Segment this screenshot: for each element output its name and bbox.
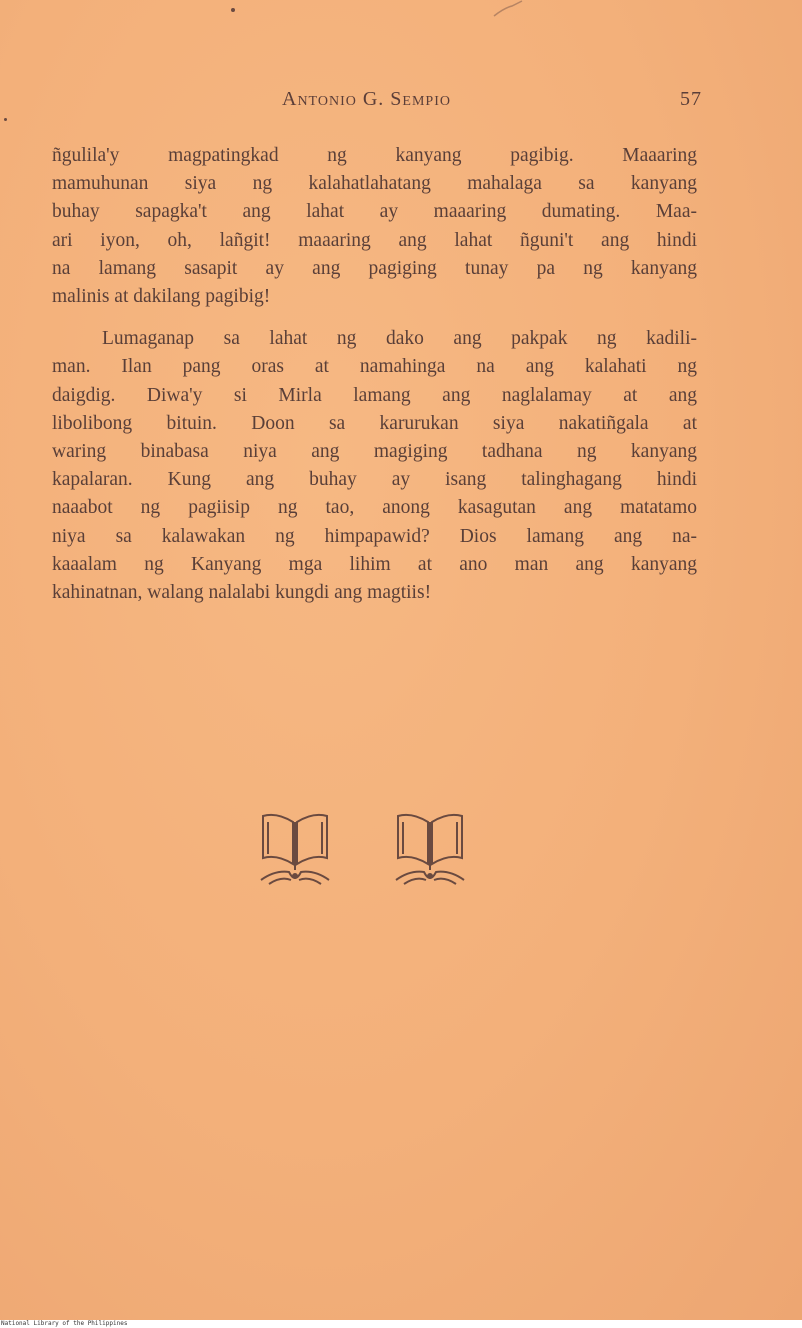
text-line: malinis at dakilang pagibig! xyxy=(52,286,271,308)
text-line: kaaalam ng Kanyang mga lihim at ano man ang kanyang xyxy=(52,553,697,575)
text-line: mamuhunan siya ng kalahatlahatang mahalaga sa kanyang xyxy=(52,173,697,195)
end-ornaments xyxy=(255,810,485,900)
library-credit: National Library of the Philippines xyxy=(1,1320,128,1327)
text-line: na lamang sasapit ay ang pagiging tunay pa ng kanyang xyxy=(52,257,697,279)
text-line: ñgulila'y magpatingkad ng kanyang pagibig. Maaaring xyxy=(52,145,697,166)
paragraph-2 xyxy=(52,325,697,607)
ink-speck xyxy=(231,8,235,12)
body-text xyxy=(52,142,697,607)
text-line: kahinatnan, walang nalalabi kungdi ang magtiis! xyxy=(52,582,432,604)
text-line: Lumaganap sa lahat ng dako ang pakpak ng kadili- xyxy=(102,328,697,350)
open-book-ornament-icon xyxy=(390,810,470,895)
running-header-author: Antonio G. Sempio xyxy=(282,88,451,110)
ink-speck xyxy=(4,118,7,121)
text-line: ari iyon, oh, lañgit! maaaring ang lahat ñguni't ang hindi xyxy=(52,229,697,251)
text-line: libolibong bituin. Doon sa karurukan siya nakatiñgala at xyxy=(52,412,697,434)
scan-footer xyxy=(0,1320,802,1328)
text-line: kapalaran. Kung ang buhay ay isang talinghagang hindi xyxy=(52,469,697,491)
text-line: niya sa kalawakan ng himpapawid? Dios lamang ang na- xyxy=(52,525,697,547)
page-number: 57 xyxy=(680,88,702,110)
text-line: waring binabasa niya ang magiging tadhana ng kanyang xyxy=(52,441,697,463)
paragraph-1 xyxy=(52,142,697,311)
text-line: naaabot ng pagiisip ng tao, anong kasagutan ang matatamo xyxy=(52,497,697,519)
page-smudge-mark xyxy=(488,0,528,20)
running-header xyxy=(282,88,702,116)
text-line: buhay sapagka't ang lahat ay maaaring dumating. Maa- xyxy=(52,201,697,223)
text-line: daigdig. Diwa'y si Mirla lamang ang naglalamay at ang xyxy=(52,384,697,406)
text-line: man. Ilan pang oras at namahinga na ang kalahati ng xyxy=(52,356,697,378)
open-book-ornament-icon xyxy=(255,810,335,895)
